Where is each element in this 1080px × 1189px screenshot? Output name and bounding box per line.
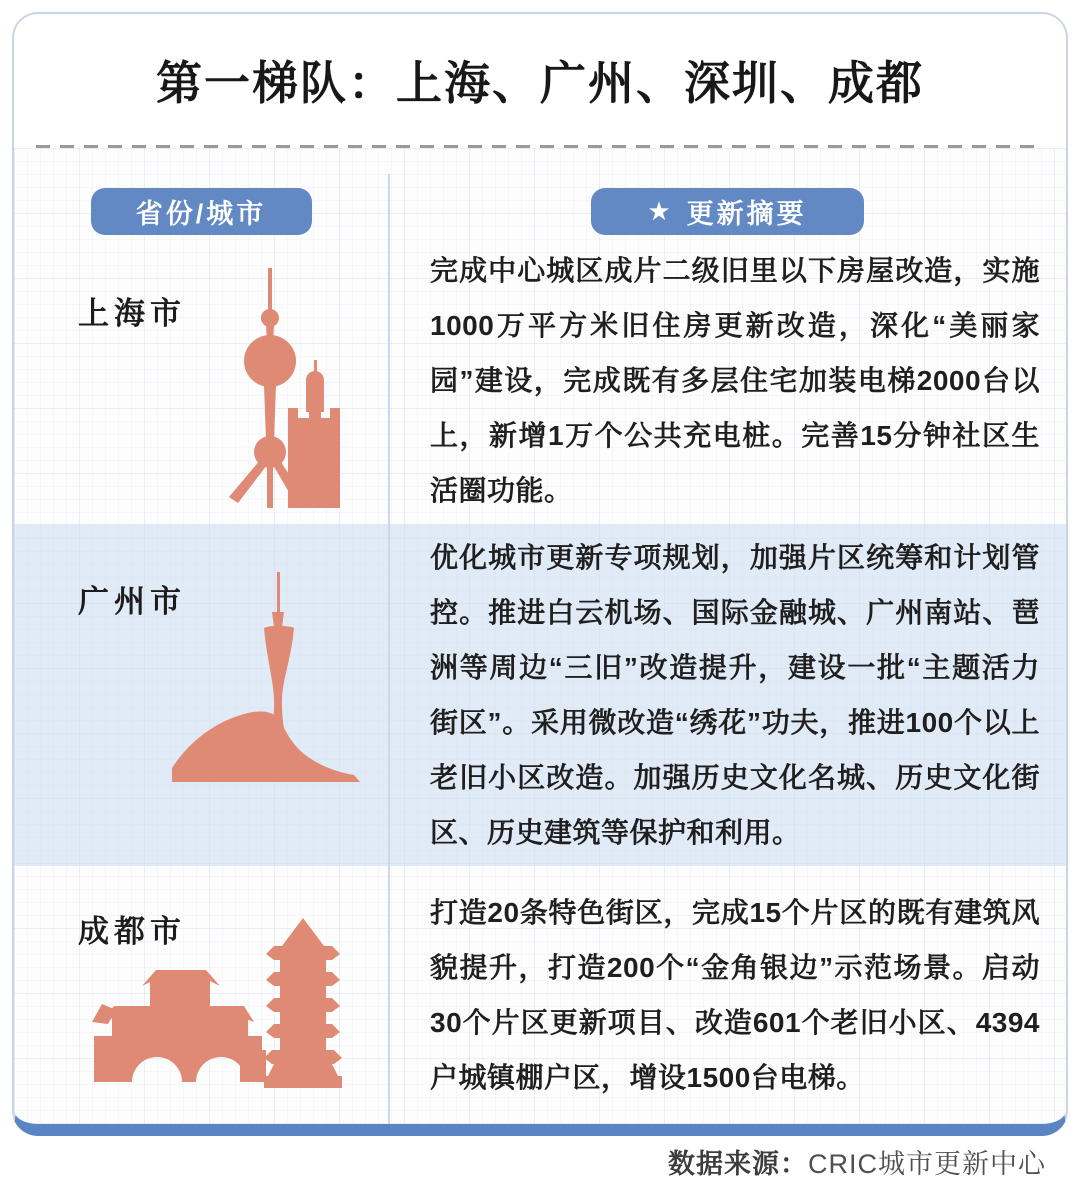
- column-divider: [388, 174, 390, 1124]
- summary-text: 完成中心城区成片二级旧里以下房屋改造，实施1000万平方米旧住房更新改造，深化“美丽家园”建设，完成既有多层住宅加装电梯2000台以上，新增1万个公共充电桩。完善15分钟社区生活圈功能。: [430, 254, 1040, 506]
- summary-cell: [388, 236, 1066, 524]
- city-name: 上海市: [78, 296, 186, 331]
- canton-tower-icon: [164, 572, 364, 842]
- city-cell: [14, 866, 388, 1124]
- column-headers: [14, 148, 1066, 236]
- summary-column-label: 更新摘要: [686, 199, 807, 229]
- summary-column-badge: [591, 188, 864, 235]
- table-content: [14, 148, 1066, 1124]
- city-name: 成都市: [78, 914, 186, 949]
- data-source-value: CRIC城市更新中心: [808, 1149, 1046, 1179]
- star-icon: ★: [647, 196, 671, 226]
- summary-text: 打造20条特色街区，完成15个片区的既有建筑风貌提升，打造200个“金角银边”示范场景。启动30个片区更新项目、改造601个老旧小区、4394户城镇棚户区，增设1500台电梯。: [430, 897, 1040, 1093]
- title-prefix: 第一梯队：: [156, 56, 396, 109]
- city-header-column: [14, 148, 388, 236]
- table-row-shanghai: [14, 236, 1066, 524]
- pagoda-bridge-icon: [88, 918, 348, 1088]
- page-title: [156, 47, 924, 113]
- city-name: 广州市: [78, 584, 186, 619]
- data-source: [668, 1142, 1046, 1181]
- city-cell: [14, 236, 388, 524]
- table-row-guangzhou: [14, 524, 1066, 866]
- summary-cell: [388, 524, 1066, 866]
- oriental-pearl-tower-icon: [200, 268, 340, 508]
- city-column-label: 省份/城市: [135, 199, 267, 229]
- title-cities: 上海、广州、深圳、成都: [396, 56, 924, 109]
- table-row-chengdu: [14, 866, 1066, 1124]
- city-column-badge: [91, 188, 312, 235]
- city-cell: [14, 524, 388, 866]
- tier-card: [12, 12, 1068, 1136]
- data-source-label: 数据来源：: [668, 1149, 808, 1179]
- summary-cell: [388, 866, 1066, 1124]
- summary-text: 优化城市更新专项规划，加强片区统筹和计划管控。推进白云机场、国际金融城、广州南站、琶洲等周边“三旧”改造提升，建设一批“主题活力街区”。采用微改造“绣花”功夫，推进100个以上老旧小区改造。加强历史文化名城、历史文化街区、历史建筑等保护和利用。: [430, 542, 1040, 848]
- summary-header-column: [388, 148, 1066, 236]
- title-bar: [14, 14, 1066, 145]
